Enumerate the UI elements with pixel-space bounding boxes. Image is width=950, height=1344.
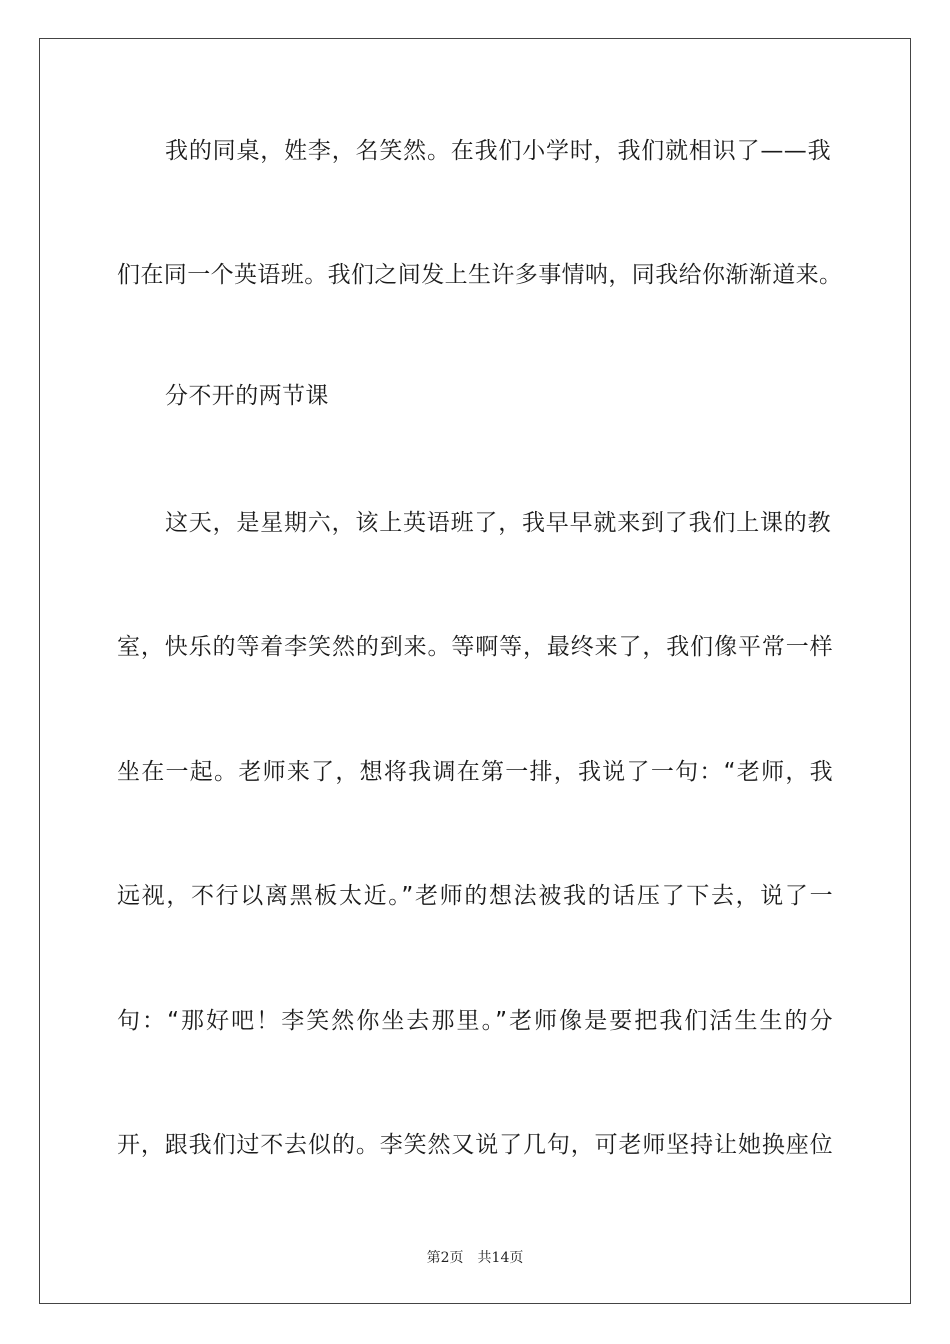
- paragraph-line: 我的同桌，姓李，名笑然。在我们小学时，我们就相识了——我: [165, 138, 831, 164]
- paragraph-line: 开，跟我们过不去似的。李笑然又说了几句，可老师坚持让她换座位: [117, 1132, 833, 1158]
- section-heading: 分不开的两节课: [165, 383, 329, 409]
- paragraph-line: 坐在一起。老师来了，想将我调在第一排，我说了一句：“老师，我: [117, 759, 833, 785]
- page-number: 第2页: [426, 1250, 464, 1266]
- page-total: 共14页: [477, 1250, 524, 1266]
- paragraph-line: 这天，是星期六，该上英语班了，我早早就来到了我们上课的教: [165, 510, 831, 536]
- page-frame: [39, 38, 911, 1304]
- paragraph-line: 室，快乐的等着李笑然的到来。等啊等，最终来了，我们像平常一样: [117, 634, 833, 660]
- page-footer: [0, 1247, 950, 1267]
- paragraph-line: 们在同一个英语班。我们之间发上生许多事情呐，同我给你渐渐道来。: [117, 262, 843, 288]
- paragraph-line: 句：“那好吧！李笑然你坐去那里。”老师像是要把我们活生生的分: [117, 1008, 833, 1034]
- paragraph-line: 远视，不行以离黑板太近。”老师的想法被我的话压了下去，说了一: [117, 883, 833, 909]
